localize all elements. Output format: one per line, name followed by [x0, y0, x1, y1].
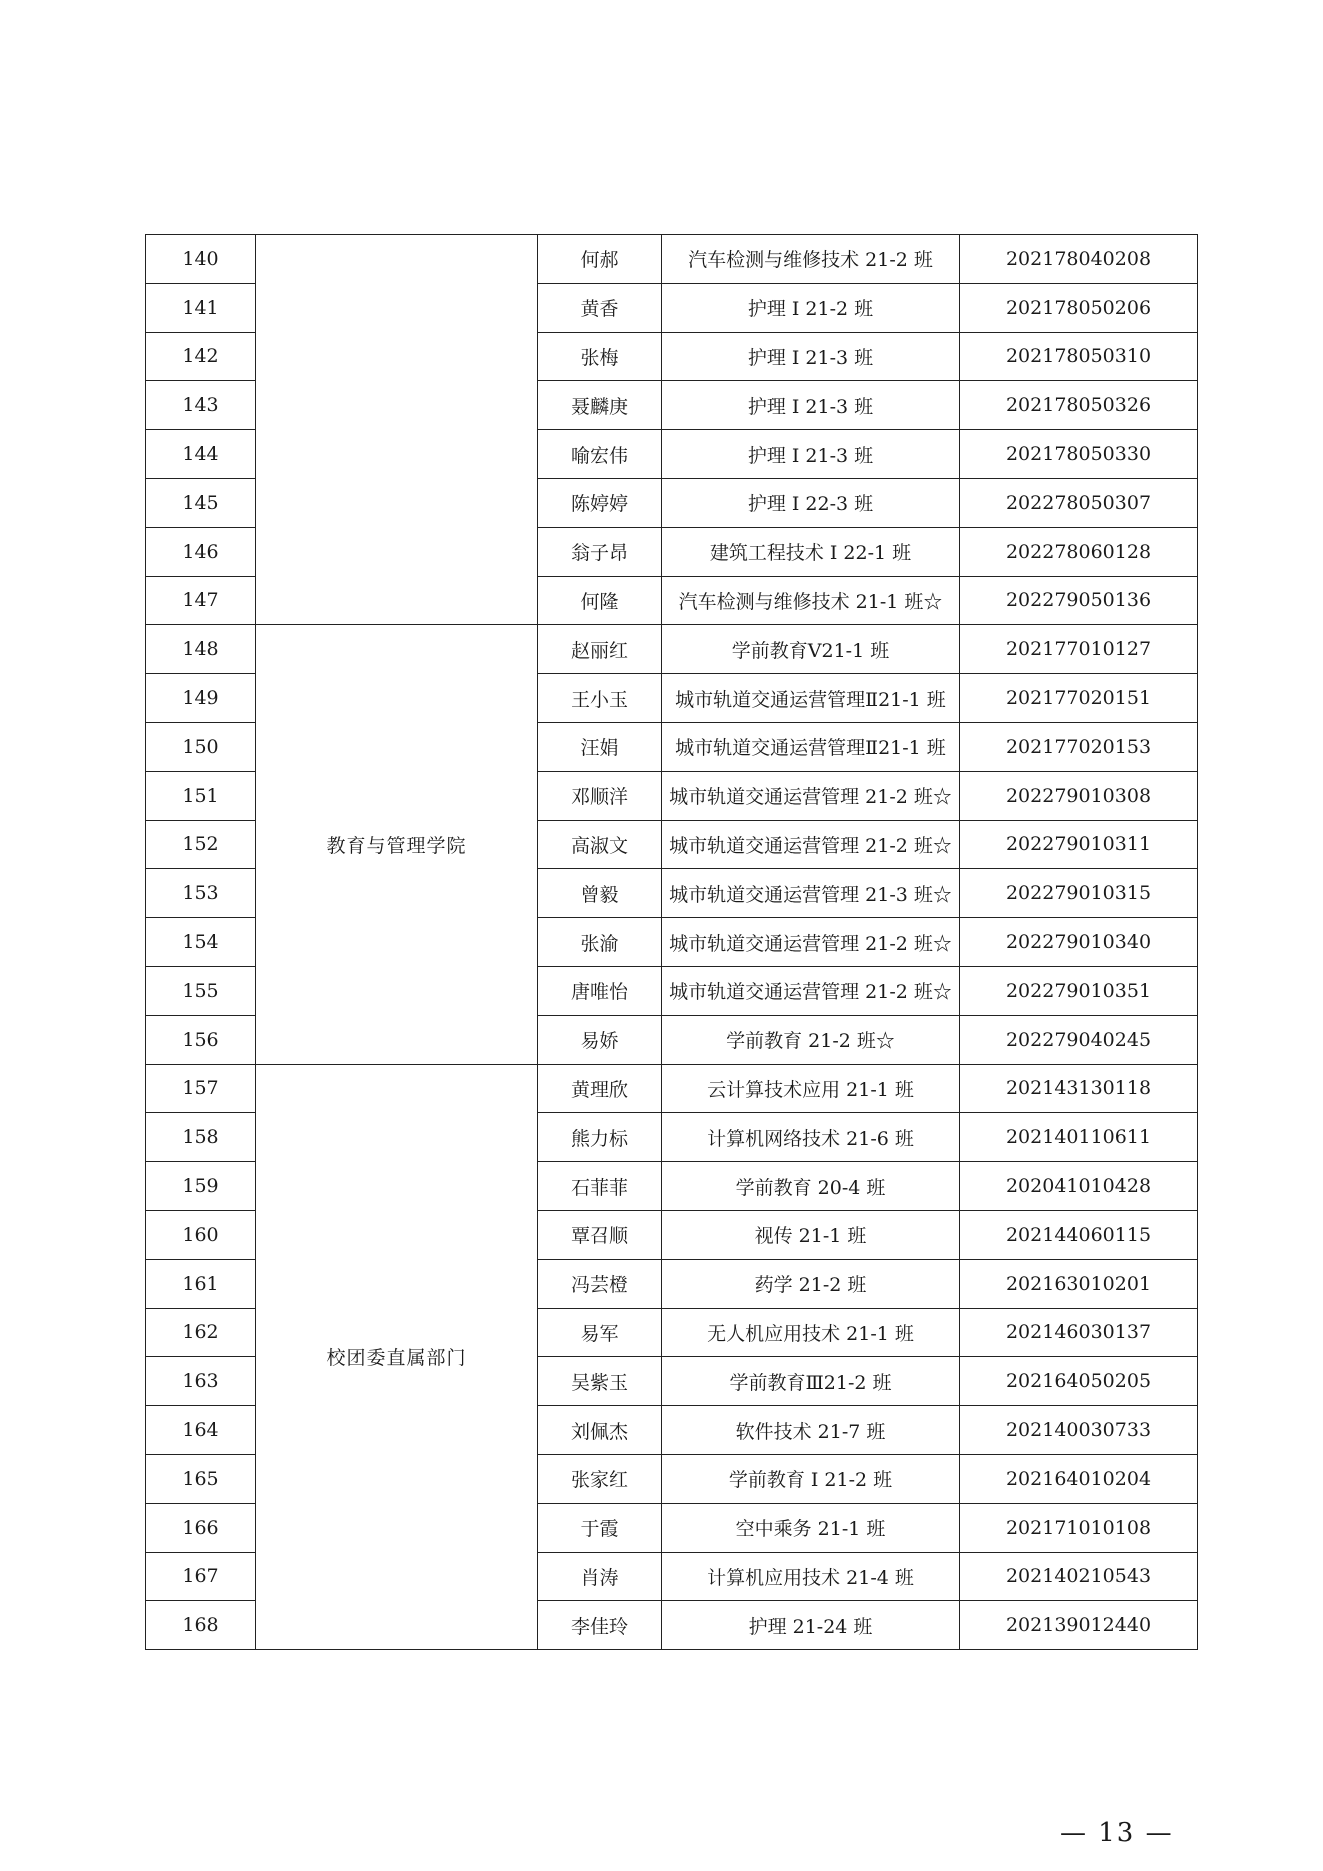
class-cell: 视传 21-1 班 [662, 1210, 960, 1259]
class-cell: 云计算技术应用 21-1 班 [662, 1064, 960, 1113]
class-cell: 城市轨道交通运营管理 21-2 班☆ [662, 820, 960, 869]
student-id-cell: 202144060115 [960, 1210, 1198, 1259]
student-id-cell: 202177020153 [960, 722, 1198, 771]
student-id-cell: 202279010308 [960, 771, 1198, 820]
table-row [146, 235, 1198, 284]
class-cell: 城市轨道交通运营管理 21-2 班☆ [662, 966, 960, 1015]
class-cell: 汽车检测与维修技术 21-2 班 [662, 235, 960, 284]
student-id-cell: 202140030733 [960, 1406, 1198, 1455]
student-name-cell: 冯芸橙 [538, 1259, 662, 1308]
row-number-cell: 161 [146, 1259, 256, 1308]
student-name-cell: 王小玉 [538, 674, 662, 723]
class-cell: 汽车检测与维修技术 21-1 班☆ [662, 576, 960, 625]
class-cell: 护理 Ⅰ 21-3 班 [662, 332, 960, 381]
student-id-cell: 202041010428 [960, 1162, 1198, 1211]
student-id-cell: 202279010351 [960, 966, 1198, 1015]
row-number-cell: 151 [146, 771, 256, 820]
row-number-cell: 159 [146, 1162, 256, 1211]
row-number-cell: 167 [146, 1552, 256, 1601]
student-name-cell: 陈婷婷 [538, 478, 662, 527]
class-cell: 计算机应用技术 21-4 班 [662, 1552, 960, 1601]
student-id-cell: 202146030137 [960, 1308, 1198, 1357]
class-cell: 空中乘务 21-1 班 [662, 1503, 960, 1552]
student-id-cell: 202178050206 [960, 283, 1198, 332]
student-id-cell: 202177010127 [960, 625, 1198, 674]
student-name-cell: 邓顺洋 [538, 771, 662, 820]
class-cell: 学前教育 20-4 班 [662, 1162, 960, 1211]
student-id-cell: 202178040208 [960, 235, 1198, 284]
unit-cell [256, 235, 538, 625]
class-cell: 软件技术 21-7 班 [662, 1406, 960, 1455]
class-cell: 药学 21-2 班 [662, 1259, 960, 1308]
row-number-cell: 148 [146, 625, 256, 674]
row-number-cell: 158 [146, 1113, 256, 1162]
row-number-cell: 164 [146, 1406, 256, 1455]
student-name-cell: 熊力标 [538, 1113, 662, 1162]
class-cell: 城市轨道交通运营管理 21-3 班☆ [662, 869, 960, 918]
student-name-cell: 黄香 [538, 283, 662, 332]
class-cell: 计算机网络技术 21-6 班 [662, 1113, 960, 1162]
row-number-cell: 142 [146, 332, 256, 381]
class-cell: 城市轨道交通运营管理Ⅱ21-1 班 [662, 722, 960, 771]
class-cell: 城市轨道交通运营管理 21-2 班☆ [662, 918, 960, 967]
student-id-cell: 202279050136 [960, 576, 1198, 625]
student-name-cell: 何隆 [538, 576, 662, 625]
student-name-cell: 吴紫玉 [538, 1357, 662, 1406]
student-name-cell: 赵丽红 [538, 625, 662, 674]
student-name-cell: 张家红 [538, 1454, 662, 1503]
student-name-cell: 曾毅 [538, 869, 662, 918]
row-number-cell: 155 [146, 966, 256, 1015]
class-cell: 城市轨道交通运营管理Ⅱ21-1 班 [662, 674, 960, 723]
row-number-cell: 156 [146, 1015, 256, 1064]
student-id-cell: 202171010108 [960, 1503, 1198, 1552]
row-number-cell: 147 [146, 576, 256, 625]
student-id-cell: 202278060128 [960, 527, 1198, 576]
row-number-cell: 152 [146, 820, 256, 869]
row-number-cell: 145 [146, 478, 256, 527]
student-id-cell: 202178050310 [960, 332, 1198, 381]
row-number-cell: 168 [146, 1601, 256, 1650]
class-cell: 护理 Ⅰ 21-2 班 [662, 283, 960, 332]
student-name-cell: 石菲菲 [538, 1162, 662, 1211]
class-cell: 学前教育 Ⅰ 21-2 班 [662, 1454, 960, 1503]
row-number-cell: 146 [146, 527, 256, 576]
student-name-cell: 黄理欣 [538, 1064, 662, 1113]
student-id-cell: 202164050205 [960, 1357, 1198, 1406]
student-id-cell: 202177020151 [960, 674, 1198, 723]
student-name-cell: 喻宏伟 [538, 430, 662, 479]
unit-cell: 校团委直属部门 [256, 1064, 538, 1650]
student-name-cell: 聂麟庚 [538, 381, 662, 430]
student-name-cell: 何郝 [538, 235, 662, 284]
table-row [146, 1064, 1198, 1113]
class-cell: 城市轨道交通运营管理 21-2 班☆ [662, 771, 960, 820]
row-number-cell: 162 [146, 1308, 256, 1357]
row-number-cell: 160 [146, 1210, 256, 1259]
student-name-cell: 汪娟 [538, 722, 662, 771]
student-id-cell: 202178050326 [960, 381, 1198, 430]
row-number-cell: 153 [146, 869, 256, 918]
student-name-cell: 张渝 [538, 918, 662, 967]
student-id-cell: 202163010201 [960, 1259, 1198, 1308]
page-number: — 13 — [1060, 1818, 1174, 1848]
table-row [146, 625, 1198, 674]
student-name-cell: 唐唯怡 [538, 966, 662, 1015]
class-cell: 学前教育Ⅴ21-1 班 [662, 625, 960, 674]
student-name-cell: 易军 [538, 1308, 662, 1357]
class-cell: 护理 Ⅰ 22-3 班 [662, 478, 960, 527]
student-name-cell: 翁子昂 [538, 527, 662, 576]
student-name-cell: 高淑文 [538, 820, 662, 869]
row-number-cell: 143 [146, 381, 256, 430]
student-id-cell: 202140210543 [960, 1552, 1198, 1601]
row-number-cell: 165 [146, 1454, 256, 1503]
student-id-cell: 202278050307 [960, 478, 1198, 527]
class-cell: 学前教育Ⅲ21-2 班 [662, 1357, 960, 1406]
row-number-cell: 140 [146, 235, 256, 284]
student-name-cell: 张梅 [538, 332, 662, 381]
row-number-cell: 157 [146, 1064, 256, 1113]
row-number-cell: 144 [146, 430, 256, 479]
student-id-cell: 202279010311 [960, 820, 1198, 869]
class-cell: 建筑工程技术 Ⅰ 22-1 班 [662, 527, 960, 576]
row-number-cell: 149 [146, 674, 256, 723]
row-number-cell: 141 [146, 283, 256, 332]
class-cell: 无人机应用技术 21-1 班 [662, 1308, 960, 1357]
row-number-cell: 150 [146, 722, 256, 771]
student-id-cell: 202140110611 [960, 1113, 1198, 1162]
student-id-cell: 202164010204 [960, 1454, 1198, 1503]
class-cell: 护理 21-24 班 [662, 1601, 960, 1650]
unit-cell: 教育与管理学院 [256, 625, 538, 1064]
student-name-cell: 覃召顺 [538, 1210, 662, 1259]
student-id-cell: 202279010315 [960, 869, 1198, 918]
student-id-cell: 202139012440 [960, 1601, 1198, 1650]
class-cell: 学前教育 21-2 班☆ [662, 1015, 960, 1064]
student-id-cell: 202143130118 [960, 1064, 1198, 1113]
roster-body [146, 235, 1198, 1650]
row-number-cell: 163 [146, 1357, 256, 1406]
student-name-cell: 易娇 [538, 1015, 662, 1064]
student-id-cell: 202178050330 [960, 430, 1198, 479]
student-id-cell: 202279010340 [960, 918, 1198, 967]
student-name-cell: 刘佩杰 [538, 1406, 662, 1455]
student-name-cell: 于霞 [538, 1503, 662, 1552]
class-cell: 护理 Ⅰ 21-3 班 [662, 430, 960, 479]
row-number-cell: 166 [146, 1503, 256, 1552]
roster-table [145, 234, 1198, 1650]
student-name-cell: 肖涛 [538, 1552, 662, 1601]
student-id-cell: 202279040245 [960, 1015, 1198, 1064]
student-name-cell: 李佳玲 [538, 1601, 662, 1650]
row-number-cell: 154 [146, 918, 256, 967]
class-cell: 护理 Ⅰ 21-3 班 [662, 381, 960, 430]
